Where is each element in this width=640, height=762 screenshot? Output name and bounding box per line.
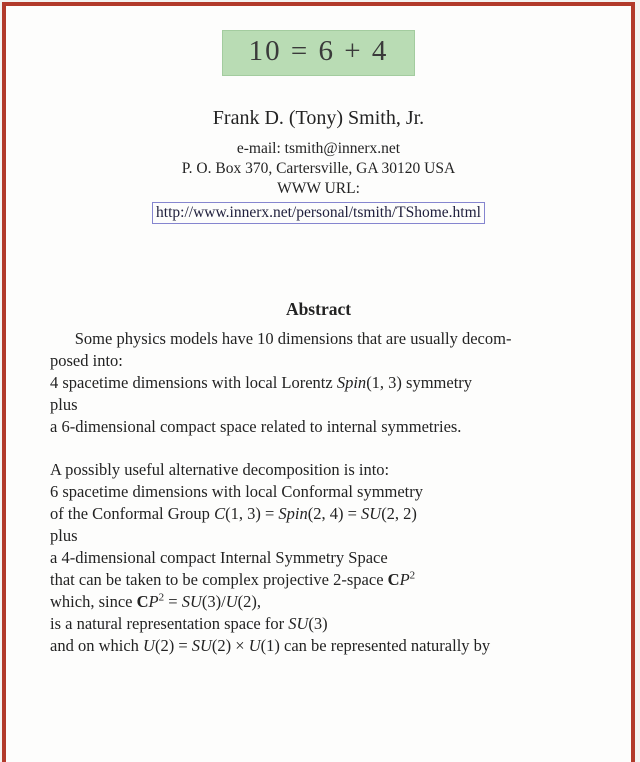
text-line: A possibly useful alternative decomposition is into: xyxy=(50,460,390,480)
abstract-heading: Abstract xyxy=(285,299,352,320)
paper-page xyxy=(2,2,635,762)
title-equation: 10 = 6 + 4 xyxy=(248,35,389,67)
text-line: 6 spacetime dimensions with local Conformal symmetry xyxy=(50,482,424,502)
title-equation-highlight xyxy=(222,30,416,76)
address-line: P. O. Box 370, Cartersville, GA 30120 USA xyxy=(181,160,456,178)
abstract-body xyxy=(6,328,631,657)
text-line: that can be taken to be complex projective 2-space $CP^2$ xyxy=(50,569,416,590)
text-line: of the Conformal Group C(1, 3) = Spin(2, 4) = SU(2, 2) xyxy=(50,504,417,524)
email-line: e-mail: tsmith@innerx.net xyxy=(236,140,401,158)
text-line: posed into: xyxy=(50,351,123,371)
text-line: plus xyxy=(50,526,78,546)
title-block xyxy=(6,30,631,76)
text-line: 4 spacetime dimensions with local Lorentz Spin(1, 3) symmetry xyxy=(50,373,473,393)
contact-block xyxy=(6,139,631,199)
text-line: plus xyxy=(50,395,78,415)
www-url-label: WWW URL: xyxy=(277,180,360,198)
url-line xyxy=(6,202,631,224)
text-line: a 6-dimensional compact space related to internal symmetries. xyxy=(50,417,462,437)
abstract-paragraph-2 xyxy=(50,459,601,657)
text-line: and on which U(2) = SU(2) × U(1) can be represented naturally by xyxy=(50,636,491,656)
text-line: which, since $CP^2 = SU(3)/U(2)$, xyxy=(50,591,261,612)
text-line: is a natural representation space for SU(3) xyxy=(50,614,328,634)
text-line: a 4-dimensional compact Internal Symmetry Space xyxy=(50,548,388,568)
abstract-paragraph-1 xyxy=(50,328,601,438)
author-name: Frank D. (Tony) Smith, Jr. xyxy=(212,107,425,130)
homepage-link[interactable]: http://www.innerx.net/personal/tsmith/TShome.html xyxy=(152,202,485,224)
text-line: Some physics models have 10 dimensions that are usually decom- xyxy=(50,329,512,349)
